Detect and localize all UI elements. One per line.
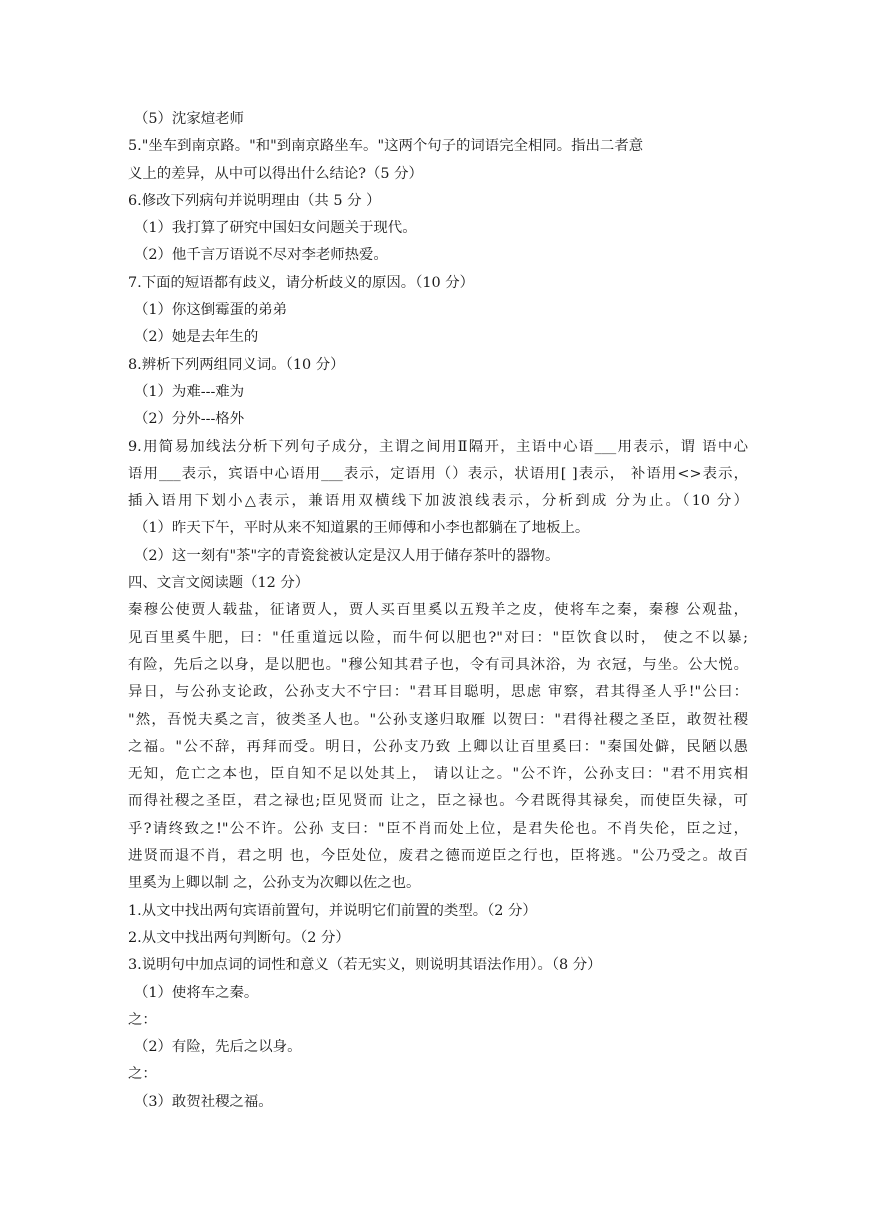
text-line: 而得社稷之圣臣，君之禄也;臣见贤而 让之，臣之禄也。今君既得其禄矣，而使臣失禄，可 [128, 793, 748, 810]
text-line: （1）为难---难为 [134, 383, 245, 400]
text-line: 语用___表示，宾语中心语用___表示，定语用（）表示，状语用[ ]表示， 补语用<>表示， [128, 465, 748, 482]
text-line: 之福。"公不辞，再拜而受。明日，公孙支乃致 上卿以让百里奚曰："秦国处僻，民陋以愚 [128, 738, 748, 755]
text-line: 异日，与公孙支论政，公孙支大不宁曰："君耳目聪明，思虑 审察，君其得圣人乎!"公曰： [128, 684, 748, 701]
text-line: 进贤而退不肖，君之明 也，今臣处位，废君之德而逆臣之行也，臣将逃。"公乃受之。故百 [128, 848, 748, 865]
text-line: （2）这一刻有"茶"字的青瓷瓮被认定是汉人用于储存茶叶的器物。 [134, 547, 560, 564]
text-line: 插入语用下划小△表示，兼语用双横线下加波浪线表示，分析到成 分为止。（10 分） [128, 493, 748, 510]
text-line: （2）有险，先后之以身。 [134, 1039, 302, 1056]
text-line: （2）她是去年生的 [134, 329, 259, 346]
text-line: 之： [128, 1066, 157, 1083]
text-line: 秦穆公使贾人载盐，征诸贾人，贾人买百里奚以五羖羊之皮，使将车之秦，秦穆 公观盐， [128, 602, 748, 619]
text-line: 5."坐车到南京路。"和"到南京路坐车。"这两个句子的词语完全相同。指出二者意 [128, 138, 644, 155]
text-line: （1）使将车之秦。 [134, 984, 259, 1001]
text-line: 义上的差异，从中可以得出什么结论?（5 分） [128, 165, 423, 182]
text-line: （3）敢贺社稷之福。 [134, 1093, 273, 1110]
text-line: 1.从文中找出两句宾语前置句，并说明它们前置的类型。（2 分） [128, 902, 537, 919]
text-line: 无知，危亡之本也，臣自知不足以处其上， 请以让之。"公不许，公孙支曰："君不用宾相 [128, 766, 748, 783]
text-line: 8.辨析下列两组同义词。（10 分） [128, 356, 345, 373]
text-line: （2）分外---格外 [134, 411, 245, 428]
text-line: 四、文言文阅读题（12 分） [128, 575, 310, 592]
text-line: （2）他千言万语说不尽对李老师热爱。 [134, 247, 388, 264]
text-line: 2.从文中找出两句判断句。（2 分） [128, 929, 350, 946]
text-line: （1）我打算了研究中国妇女问题关于现代。 [134, 220, 417, 237]
text-line: 6.修改下列病句并说明理由（共 5 分 ） [128, 192, 381, 209]
text-line: （1）你这倒霉蛋的弟弟 [134, 302, 288, 319]
text-line: 见百里奚牛肥，曰："任重道远以险，而牛何以肥也?"对曰："臣饮食以时， 使之不以暴; [128, 629, 748, 646]
text-line: （5）沈家煊老师 [134, 111, 244, 127]
text-line: 3.说明句中加点词的词性和意义（若无实义，则说明其语法作用）。（8 分） [128, 957, 602, 974]
text-line: （1）昨天下午，平时从来不知道累的王师傅和小李也都躺在了地板上。 [134, 520, 590, 537]
text-line: 乎?请终致之!"公不许。公孙 支曰："臣不肖而处上位，是君失伦也。不肖失伦，臣之过， [128, 820, 748, 837]
text-line: "然，吾悦夫奚之言，彼类圣人也。"公孙支遂归取雁 以贺曰："君得社稷之圣臣，敢贺社稷 [128, 711, 748, 728]
text-line: 9.用简易加线法分析下列句子成分，主谓之间用Ⅱ隔开，主语中心语___用表示，谓 语中心 [128, 438, 748, 455]
document-body [128, 106, 748, 1116]
text-line: 里奚为上卿以制 之，公孙支为次卿以佐之也。 [128, 875, 421, 892]
text-line: 有险，先后之以身，是以肥也。"穆公知其君子也，令有司具沐浴，为 衣冠，与坐。公大悦。 [128, 656, 748, 673]
text-line: 之： [128, 1011, 157, 1028]
text-line: 7.下面的短语都有歧义，请分析歧义的原因。（10 分） [128, 274, 475, 291]
